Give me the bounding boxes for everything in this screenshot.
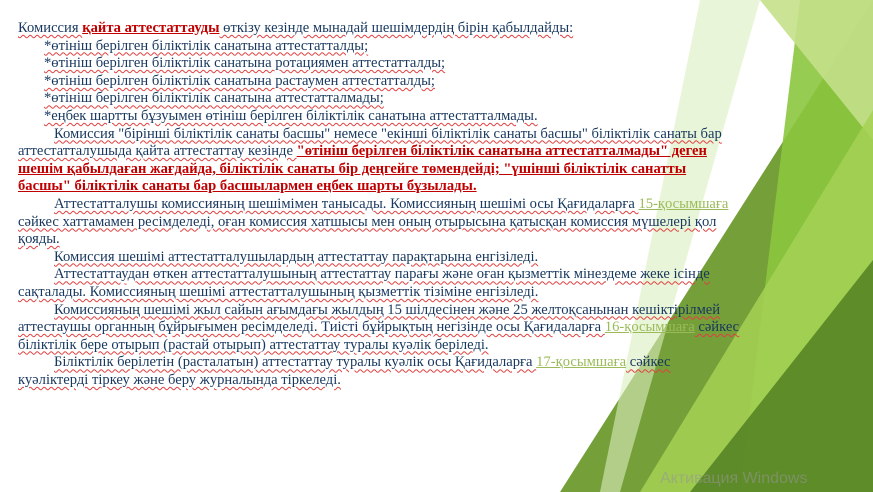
category-emphasis: "өтініш берілген біліктілік санатына аттестатталмады" деген шешім қабылдаған жағдайда, біліктілік санаты бір деңгейге төмендейді; "үшінші біліктілік санатты басшы" біліктілік санаты бар басшылармен еңбек шарты бұзылады. xyxy=(18,143,707,195)
order-paragraph xyxy=(18,302,740,355)
intro-text-end: өткізу кезінде мынадай шешімдердің бірін қабылдайды: xyxy=(219,20,574,36)
category-text: Комиссия "бірінші біліктілік санаты басшы" немесе "екінші біліктілік санаты басшы" біліктілік санаты бар аттестатталушыда қайта аттестаттау кезінде xyxy=(18,125,722,160)
sheets-paragraph: Комиссия шешімі аттестатталушылардың аттестаттау парақтарына енгізіледі. xyxy=(54,248,539,265)
order-text-end: сәйкес біліктілік бере отырып (растай отырып) аттестаттау туралы куәлік беріледі. xyxy=(18,319,740,353)
familiarize-text: Аттестатталушы комиссияның шешімімен танысады. Комиссияның шешімі осы Қағидаларға xyxy=(54,195,639,212)
order-text: Комиссияның шешімі жыл сайын ағымдағы жылдың 15 шілдесінен және 25 желтоқсанынан кешіктірілмей аттестаушы органның бұйрығымен ресімделеді. Тиісті бұйрықтың негізінде осы Қағидаларға xyxy=(18,301,721,336)
certificate-paragraph xyxy=(18,354,740,389)
appendix-15-link[interactable]: 15-қосымшаға xyxy=(638,195,729,212)
decision-item-3: *өтініш берілген біліктілік санатына растаумен аттестатталды; xyxy=(44,72,435,89)
familiarize-paragraph xyxy=(18,196,740,249)
decision-item-2: *өтініш берілген біліктілік санатына ротациямен аттестатталды; xyxy=(44,55,446,72)
certificate-text-end: сәйкес куәліктерді тіркеу және беру журналында тіркеледі. xyxy=(18,354,671,388)
intro-emphasis: қайта аттестаттауды xyxy=(82,20,220,36)
category-paragraph xyxy=(18,126,740,196)
appendix-17-link[interactable]: 17-қосымшаға xyxy=(536,354,627,371)
familiarize-text-end: сәйкес хаттамамен ресімделеді, оған комиссия хатшысы мен оның отырысына қатысқан комиссия мүшелері қол қояды. xyxy=(18,213,717,248)
intro-paragraph xyxy=(18,20,740,38)
decision-item-4: *өтініш берілген біліктілік санатына аттестатталмады; xyxy=(44,90,384,107)
decision-item-5: *еңбек шартты бұзуымен өтініш берілген біліктілік санатына аттестатталмады. xyxy=(44,107,538,124)
certificate-text: Біліктілік берілетін (расталатын) аттестаттау туралы куәлік осы Қағидаларға xyxy=(54,354,537,371)
windows-activation-watermark: Активация Windows xyxy=(660,470,808,487)
appendix-16-link[interactable]: 16-қосымшаға xyxy=(604,319,695,336)
storage-paragraph: Аттестаттаудан өткен аттестатталушының аттестаттау парағы және оған қызметтік мінездеме жеке ісінде сақталады. Комиссияның шешімі аттестатталушының қызметтік тізіміне енгізіледі. xyxy=(18,266,710,300)
intro-text: Комиссия xyxy=(18,20,83,36)
decision-item-1: *өтініш берілген біліктілік санатына аттестатталды; xyxy=(44,37,369,54)
slide-text xyxy=(18,20,740,389)
